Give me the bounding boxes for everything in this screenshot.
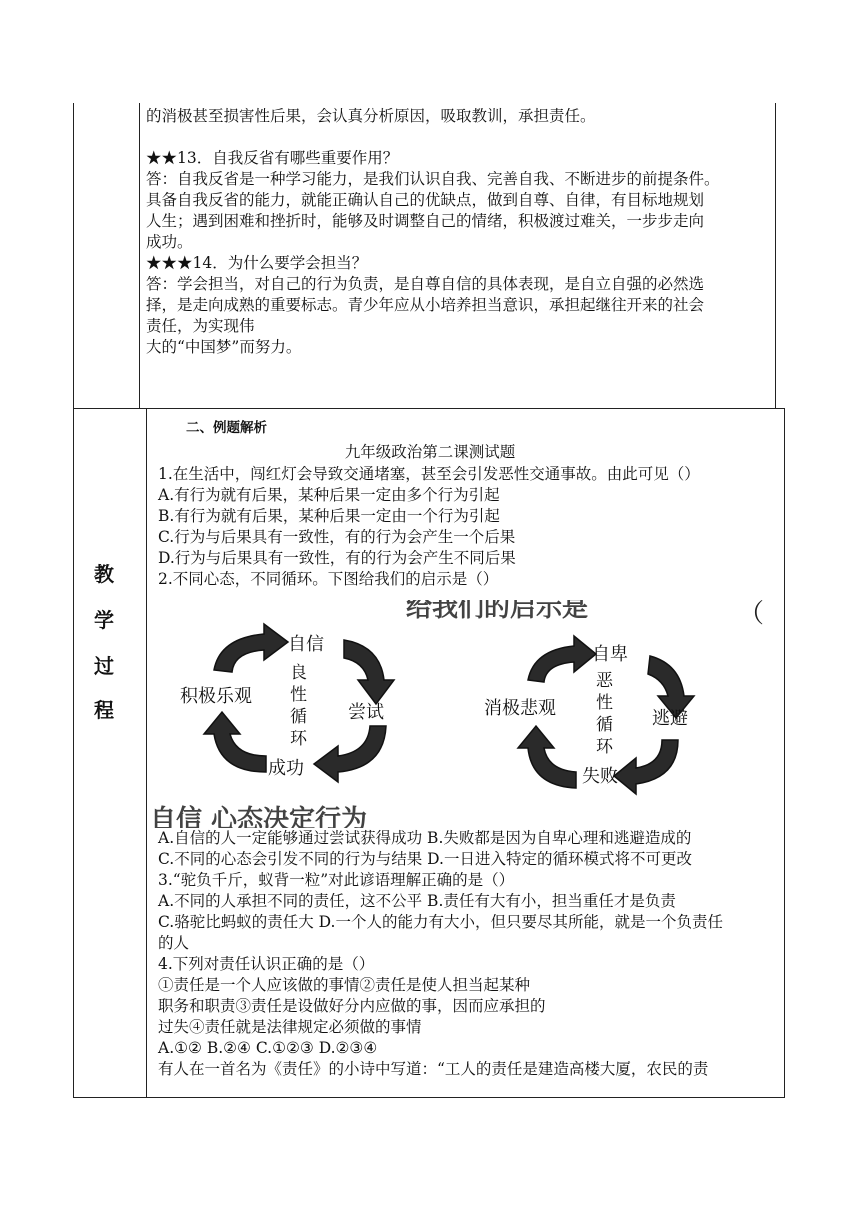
cycle-label-top: 自信 xyxy=(288,634,324,655)
question-line: 有人在一首名为《责任》的小诗中写道：“工人的责任是建造高楼大厦，农民的责 xyxy=(158,1060,709,1078)
table-row-divider xyxy=(73,408,785,409)
cycle-center-char: 循 xyxy=(596,715,613,735)
side-label-char: 学 xyxy=(94,608,114,632)
cycle-center-char: 循 xyxy=(290,707,307,727)
cycle-arrow-icon xyxy=(528,636,596,682)
table-border-bottom xyxy=(73,1097,785,1098)
text-line: 答：学会担当，对自己的行为负责，是自尊自信的具体表现，是自立自强的必然选 xyxy=(146,275,705,293)
question-line: D.行为与后果具有一致性，有的行为会产生不同后果 xyxy=(158,549,516,567)
cycle-figure xyxy=(148,600,784,832)
table-border-left-lower xyxy=(73,408,74,1098)
cycle-diagram xyxy=(148,600,784,828)
question-line: 1.在生活中，闯红灯会导致交通堵塞，甚至会引发恶性交通事故。由此可见（） xyxy=(158,465,700,483)
text-line: ★★13．自我反省有哪些重要作用？ xyxy=(146,149,399,167)
figure-bottom-fragment: 自信 心态决定行为 xyxy=(150,805,368,828)
cycle-center-char: 环 xyxy=(290,729,307,749)
question-line: 3.“驼负千斤，蚁背一粒”对此谚语理解正确的是（） xyxy=(158,871,515,889)
cycle-arrow-icon xyxy=(614,740,678,794)
section-title: 二、例题解析 xyxy=(186,420,267,436)
question-line: C.不同的心态会引发不同的行为与结果 D.一日进入特定的循环模式将不可更改 xyxy=(158,850,692,868)
cycle-label-left: 消极悲观 xyxy=(484,698,556,719)
text-line: 人生；遇到困难和挫折时，能够及时调整自己的情绪，积极渡过难关，一步步走向 xyxy=(146,212,705,230)
cycle-label-right: 逃避 xyxy=(652,708,688,729)
question-line: A.有行为就有后果，某种后果一定由多个行为引起 xyxy=(158,486,500,504)
cycle-arrow-icon xyxy=(204,712,266,772)
cycle-label-right: 尝试 xyxy=(348,702,384,723)
upper-cell-text xyxy=(146,106,720,358)
question-line: ①责任是一个人应该做的事情②责任是使人担当起某种 xyxy=(158,976,531,994)
text-line: 答：自我反省是一种学习能力，是我们认识自我、完善自我、不断进步的前提条件。 xyxy=(146,170,720,188)
question-line: 2.不同心态，不同循环。下图给我们的启示是（） xyxy=(158,570,499,588)
question-line: B.有行为就有后果，某种后果一定由一个行为引起 xyxy=(158,507,500,525)
cycle-label-bottom: 失败 xyxy=(582,766,618,787)
text-line: 责任，为实现伟 xyxy=(146,317,255,335)
cycle-center-char: 性 xyxy=(290,685,307,705)
side-label-char: 教 xyxy=(94,562,114,586)
question-line: A.不同的人承担不同的责任，这不公平 B.责任有大有小，担当重任才是负责 xyxy=(158,892,676,910)
table-border-inner-upper xyxy=(139,103,140,409)
table-border-inner-lower xyxy=(146,408,147,1098)
figure-top-fragment: 给我们的启示是 xyxy=(406,600,589,623)
question-line: 职务和职责③责任是设做好分内应做的事，因而应承担的 xyxy=(158,997,546,1015)
questions-after-figure xyxy=(158,828,723,1080)
cycle-center-char: 性 xyxy=(596,693,613,713)
table-border-left-upper xyxy=(73,103,74,409)
text-line: 大的“中国梦”而努力。 xyxy=(146,338,302,356)
text-line: 成功。 xyxy=(146,233,193,251)
text-line xyxy=(146,127,720,148)
side-label-char: 过 xyxy=(94,654,114,678)
question-line: 4.下列对责任认识正确的是（） xyxy=(158,955,375,973)
side-label-char: 程 xyxy=(94,698,114,722)
question-line: C.行为与后果具有一致性，有的行为会产生一个后果 xyxy=(158,528,516,546)
question-line: 的人 xyxy=(158,934,190,952)
cycle-label-bottom: 成功 xyxy=(268,758,304,779)
question-line: C.骆驼比蚂蚁的责任大 D.一个人的能力有大小，但只要尽其所能，就是一个负责任 xyxy=(158,913,723,931)
cycle-label-left: 积极乐观 xyxy=(180,686,252,707)
cycle-arrow-icon xyxy=(518,726,576,788)
cycle-center-char: 环 xyxy=(596,737,613,757)
question-line: 过失④责任就是法律规定必须做的事情 xyxy=(158,1018,422,1036)
questions-before-figure xyxy=(158,464,700,590)
question-line: A.①② B.②④ C.①②③ D.②③④ xyxy=(158,1039,378,1057)
figure-top-paren: （ xyxy=(738,600,765,629)
table-border-right-lower xyxy=(784,408,785,1098)
exam-title: 九年级政治第二课测试题 xyxy=(344,443,516,461)
question-line: A.自信的人一定能够通过尝试获得成功 B.失败都是因为自卑心理和逃避造成的 xyxy=(158,829,692,847)
cycle-center-char: 良 xyxy=(290,663,307,683)
text-line: 的消极甚至损害性后果，会认真分析原因，吸取教训，承担责任。 xyxy=(146,107,596,125)
text-line: 择，是走向成熟的重要标志。青少年应从小培养担当意识，承担起继往开来的社会 xyxy=(146,296,705,314)
table-border-right-upper xyxy=(775,103,776,409)
cycle-arrow-icon xyxy=(314,726,386,782)
cycle-label-top: 自卑 xyxy=(592,644,628,665)
cycle-arrow-icon xyxy=(214,624,288,672)
text-line: 具备自我反省的能力，就能正确认自己的优缺点，做到自尊、自律，有目标地规划 xyxy=(146,191,705,209)
cycle-arrow-icon xyxy=(344,640,394,704)
cycle-center-char: 恶 xyxy=(596,671,613,691)
text-line: ★★★14．为什么要学会担当？ xyxy=(146,254,368,272)
